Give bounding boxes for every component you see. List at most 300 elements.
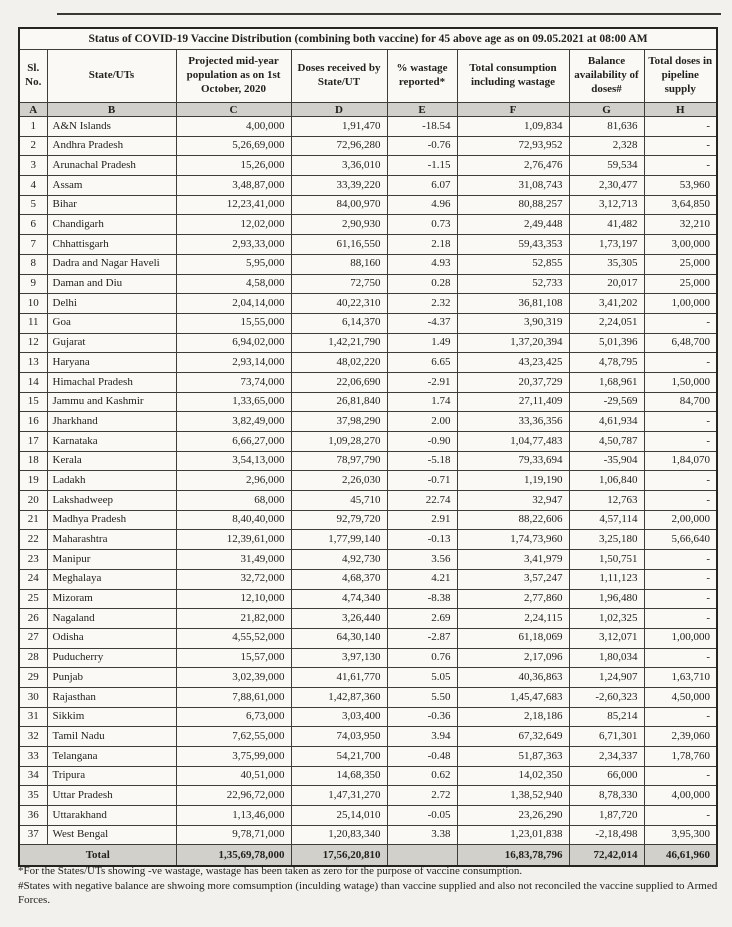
cell-balance: 3,12,713: [569, 195, 644, 215]
cell-doses_received: 2,26,030: [291, 471, 387, 491]
cell-wastage_pct: 3.56: [387, 550, 457, 570]
cell-wastage_pct: -0.05: [387, 806, 457, 826]
cell-sl: 34: [19, 766, 47, 786]
cell-consumption: 14,02,350: [457, 766, 569, 786]
cell-consumption: 72,93,952: [457, 136, 569, 156]
cell-population: 3,48,87,000: [176, 176, 291, 196]
cell-doses_received: 33,39,220: [291, 176, 387, 196]
cell-pipeline: -: [644, 766, 717, 786]
table-row: [19, 215, 717, 235]
cell-consumption: 2,77,860: [457, 589, 569, 609]
table-row: [19, 451, 717, 471]
table-row: [19, 687, 717, 707]
column-letter-row: [19, 103, 717, 117]
cell-state: Bihar: [47, 195, 176, 215]
cell-population: 3,75,99,000: [176, 747, 291, 767]
table-row: [19, 353, 717, 373]
cell-state: Delhi: [47, 294, 176, 314]
cell-consumption: 3,57,247: [457, 569, 569, 589]
cell-balance: 2,34,337: [569, 747, 644, 767]
cell-balance: 4,57,114: [569, 510, 644, 530]
column-letter-population: C: [176, 103, 291, 117]
cell-doses_received: 14,68,350: [291, 766, 387, 786]
cell-balance: -29,569: [569, 392, 644, 412]
cell-balance: 1,02,325: [569, 609, 644, 629]
cell-wastage_pct: -2.91: [387, 372, 457, 392]
cell-consumption: 40,36,863: [457, 668, 569, 688]
cell-population: 2,96,000: [176, 471, 291, 491]
cell-population: 4,58,000: [176, 274, 291, 294]
cell-state: Daman and Diu: [47, 274, 176, 294]
cell-pipeline: 84,700: [644, 392, 717, 412]
cell-balance: -35,904: [569, 451, 644, 471]
cell-sl: 8: [19, 254, 47, 274]
cell-sl: 27: [19, 628, 47, 648]
cell-balance: 3,41,202: [569, 294, 644, 314]
cell-pipeline: 1,63,710: [644, 668, 717, 688]
table-row: [19, 786, 717, 806]
cell-population: 12,10,000: [176, 589, 291, 609]
cell-doses_received: 64,30,140: [291, 628, 387, 648]
cell-pipeline: -: [644, 707, 717, 727]
cell-state: Ladakh: [47, 471, 176, 491]
cell-wastage_pct: 2.00: [387, 412, 457, 432]
cell-population: 40,51,000: [176, 766, 291, 786]
table-row: [19, 333, 717, 353]
cell-doses_received: 1,77,99,140: [291, 530, 387, 550]
cell-sl: 17: [19, 432, 47, 452]
cell-pipeline: -: [644, 136, 717, 156]
total-consumption: 16,83,78,796: [457, 845, 569, 867]
table-row: [19, 432, 717, 452]
cell-population: 5,95,000: [176, 254, 291, 274]
cell-doses_received: 25,14,010: [291, 806, 387, 826]
cell-doses_received: 3,26,440: [291, 609, 387, 629]
column-letter-wastage_pct: E: [387, 103, 457, 117]
cell-doses_received: 40,22,310: [291, 294, 387, 314]
cell-state: Arunachal Pradesh: [47, 156, 176, 176]
cell-state: Manipur: [47, 550, 176, 570]
cell-wastage_pct: 2.18: [387, 235, 457, 255]
cell-doses_received: 2,90,930: [291, 215, 387, 235]
cell-doses_received: 4,92,730: [291, 550, 387, 570]
cell-sl: 20: [19, 491, 47, 511]
cell-wastage_pct: 22.74: [387, 491, 457, 511]
cell-doses_received: 84,00,970: [291, 195, 387, 215]
table-row: [19, 727, 717, 747]
cell-state: Jharkhand: [47, 412, 176, 432]
cell-consumption: 33,36,356: [457, 412, 569, 432]
cell-balance: 2,30,477: [569, 176, 644, 196]
cell-pipeline: -: [644, 471, 717, 491]
cell-pipeline: 5,66,640: [644, 530, 717, 550]
cell-sl: 11: [19, 313, 47, 333]
cell-state: Madhya Pradesh: [47, 510, 176, 530]
cell-population: 9,78,71,000: [176, 825, 291, 845]
cell-state: Odisha: [47, 628, 176, 648]
cell-population: 22,96,72,000: [176, 786, 291, 806]
cell-balance: 6,71,301: [569, 727, 644, 747]
table-row: [19, 766, 717, 786]
cell-population: 6,73,000: [176, 707, 291, 727]
cell-population: 2,93,14,000: [176, 353, 291, 373]
cell-state: Punjab: [47, 668, 176, 688]
column-letter-consumption: F: [457, 103, 569, 117]
column-header-pipeline: Total doses in pipeline supply: [644, 50, 717, 103]
column-header-balance: Balance availability of doses#: [569, 50, 644, 103]
cell-wastage_pct: -0.71: [387, 471, 457, 491]
cell-doses_received: 4,74,340: [291, 589, 387, 609]
cell-balance: 59,534: [569, 156, 644, 176]
cell-consumption: 2,18,186: [457, 707, 569, 727]
table-row: [19, 471, 717, 491]
cell-pipeline: -: [644, 589, 717, 609]
cell-state: Karnataka: [47, 432, 176, 452]
cell-pipeline: 1,84,070: [644, 451, 717, 471]
cell-state: Meghalaya: [47, 569, 176, 589]
cell-wastage_pct: 6.07: [387, 176, 457, 196]
cell-consumption: 43,23,425: [457, 353, 569, 373]
table-row: [19, 195, 717, 215]
cell-balance: 1,50,751: [569, 550, 644, 570]
cell-balance: -2,18,498: [569, 825, 644, 845]
cell-state: Andhra Pradesh: [47, 136, 176, 156]
cell-consumption: 2,76,476: [457, 156, 569, 176]
cell-pipeline: 3,00,000: [644, 235, 717, 255]
table-row: [19, 510, 717, 530]
cell-sl: 23: [19, 550, 47, 570]
cell-wastage_pct: -0.13: [387, 530, 457, 550]
cell-population: 32,72,000: [176, 569, 291, 589]
table-row: [19, 412, 717, 432]
cell-sl: 4: [19, 176, 47, 196]
cell-state: Chandigarh: [47, 215, 176, 235]
table-title: Status of COVID-19 Vaccine Distribution (combining both vaccine) for 45 above age as on 09.05.2021 at 08:00 AM: [19, 28, 717, 50]
cell-balance: 4,61,934: [569, 412, 644, 432]
cell-wastage_pct: 3.38: [387, 825, 457, 845]
cell-sl: 6: [19, 215, 47, 235]
cell-population: 73,74,000: [176, 372, 291, 392]
cell-balance: 1,68,961: [569, 372, 644, 392]
cell-balance: 1,73,197: [569, 235, 644, 255]
cell-pipeline: 1,78,760: [644, 747, 717, 767]
cell-consumption: 61,18,069: [457, 628, 569, 648]
cell-sl: 25: [19, 589, 47, 609]
cell-sl: 2: [19, 136, 47, 156]
cell-state: West Bengal: [47, 825, 176, 845]
table-row: [19, 491, 717, 511]
cell-pipeline: -: [644, 569, 717, 589]
cell-doses_received: 41,61,770: [291, 668, 387, 688]
cell-population: 6,94,02,000: [176, 333, 291, 353]
cell-sl: 36: [19, 806, 47, 826]
cell-doses_received: 3,03,400: [291, 707, 387, 727]
cell-state: Mizoram: [47, 589, 176, 609]
cell-sl: 13: [19, 353, 47, 373]
cell-population: 4,55,52,000: [176, 628, 291, 648]
cell-pipeline: -: [644, 156, 717, 176]
cell-doses_received: 1,42,21,790: [291, 333, 387, 353]
cell-state: Tripura: [47, 766, 176, 786]
cell-pipeline: 1,00,000: [644, 294, 717, 314]
column-header-consumption: Total consumption including wastage: [457, 50, 569, 103]
cell-balance: 85,214: [569, 707, 644, 727]
cell-wastage_pct: 1.74: [387, 392, 457, 412]
cell-balance: 1,11,123: [569, 569, 644, 589]
cell-population: 15,57,000: [176, 648, 291, 668]
cell-balance: 35,305: [569, 254, 644, 274]
cell-wastage_pct: 2.91: [387, 510, 457, 530]
cell-doses_received: 1,47,31,270: [291, 786, 387, 806]
cell-wastage_pct: 0.28: [387, 274, 457, 294]
cell-sl: 33: [19, 747, 47, 767]
cell-pipeline: -: [644, 117, 717, 137]
cell-doses_received: 1,42,87,360: [291, 687, 387, 707]
cell-pipeline: -: [644, 432, 717, 452]
cell-consumption: 80,88,257: [457, 195, 569, 215]
table-row: [19, 550, 717, 570]
table-row: [19, 274, 717, 294]
cell-pipeline: 2,39,060: [644, 727, 717, 747]
cell-sl: 37: [19, 825, 47, 845]
cell-population: 21,82,000: [176, 609, 291, 629]
cell-sl: 15: [19, 392, 47, 412]
cell-consumption: 1,23,01,838: [457, 825, 569, 845]
column-header-doses_received: Doses received by State/UT: [291, 50, 387, 103]
total-pipeline: 46,61,960: [644, 845, 717, 867]
cell-sl: 24: [19, 569, 47, 589]
cell-consumption: 1,74,73,960: [457, 530, 569, 550]
cell-pipeline: 53,960: [644, 176, 717, 196]
cell-wastage_pct: 2.32: [387, 294, 457, 314]
cell-consumption: 51,87,363: [457, 747, 569, 767]
cell-population: 15,26,000: [176, 156, 291, 176]
cell-consumption: 1,04,77,483: [457, 432, 569, 452]
cell-sl: 26: [19, 609, 47, 629]
cell-balance: 8,78,330: [569, 786, 644, 806]
cell-state: Lakshadweep: [47, 491, 176, 511]
cell-population: 15,55,000: [176, 313, 291, 333]
cell-consumption: 3,41,979: [457, 550, 569, 570]
cell-state: Kerala: [47, 451, 176, 471]
column-header-state: State/UTs: [47, 50, 176, 103]
cell-pipeline: 1,50,000: [644, 372, 717, 392]
column-header-wastage_pct: % wastage reported*: [387, 50, 457, 103]
cell-balance: 2,328: [569, 136, 644, 156]
cell-consumption: 59,43,353: [457, 235, 569, 255]
cell-pipeline: -: [644, 806, 717, 826]
table-row: [19, 806, 717, 826]
table-row: [19, 156, 717, 176]
cell-sl: 16: [19, 412, 47, 432]
column-header-population: Projected mid-year population as on 1st October, 2020: [176, 50, 291, 103]
cell-doses_received: 72,750: [291, 274, 387, 294]
cell-doses_received: 78,97,790: [291, 451, 387, 471]
table-row: [19, 313, 717, 333]
cell-state: Assam: [47, 176, 176, 196]
cell-state: Chhattisgarh: [47, 235, 176, 255]
vaccine-distribution-table: [18, 27, 718, 867]
table-row: [19, 589, 717, 609]
cell-pipeline: 4,50,000: [644, 687, 717, 707]
cell-sl: 28: [19, 648, 47, 668]
cell-pipeline: 3,95,300: [644, 825, 717, 845]
cell-state: Goa: [47, 313, 176, 333]
cell-consumption: 88,22,606: [457, 510, 569, 530]
cell-balance: 2,24,051: [569, 313, 644, 333]
cell-state: Gujarat: [47, 333, 176, 353]
cell-consumption: 27,11,409: [457, 392, 569, 412]
cell-state: Uttar Pradesh: [47, 786, 176, 806]
cell-population: 3,54,13,000: [176, 451, 291, 471]
cell-doses_received: 1,91,470: [291, 117, 387, 137]
cell-wastage_pct: -5.18: [387, 451, 457, 471]
cell-wastage_pct: 4.21: [387, 569, 457, 589]
cell-doses_received: 3,36,010: [291, 156, 387, 176]
cell-balance: 1,24,907: [569, 668, 644, 688]
cell-wastage_pct: -0.90: [387, 432, 457, 452]
cell-population: 7,62,55,000: [176, 727, 291, 747]
cell-population: 12,02,000: [176, 215, 291, 235]
cell-state: Tamil Nadu: [47, 727, 176, 747]
cell-sl: 35: [19, 786, 47, 806]
cell-balance: 41,482: [569, 215, 644, 235]
cell-sl: 30: [19, 687, 47, 707]
cell-sl: 1: [19, 117, 47, 137]
cell-pipeline: -: [644, 353, 717, 373]
cell-sl: 22: [19, 530, 47, 550]
table-row: [19, 609, 717, 629]
cell-sl: 32: [19, 727, 47, 747]
cell-wastage_pct: 4.93: [387, 254, 457, 274]
cell-population: 68,000: [176, 491, 291, 511]
cell-doses_received: 6,14,370: [291, 313, 387, 333]
cell-doses_received: 3,97,130: [291, 648, 387, 668]
cell-state: Uttarakhand: [47, 806, 176, 826]
table-row: [19, 254, 717, 274]
cell-sl: 14: [19, 372, 47, 392]
column-letter-state: B: [47, 103, 176, 117]
cell-consumption: 52,733: [457, 274, 569, 294]
cell-wastage_pct: -1.15: [387, 156, 457, 176]
cell-wastage_pct: 3.94: [387, 727, 457, 747]
cell-pipeline: -: [644, 648, 717, 668]
cell-wastage_pct: 5.50: [387, 687, 457, 707]
footnotes: [18, 864, 719, 908]
cell-state: Haryana: [47, 353, 176, 373]
cell-balance: 66,000: [569, 766, 644, 786]
cell-pipeline: 25,000: [644, 254, 717, 274]
cell-wastage_pct: -2.87: [387, 628, 457, 648]
cell-wastage_pct: 0.73: [387, 215, 457, 235]
cell-pipeline: 1,00,000: [644, 628, 717, 648]
cell-wastage_pct: -4.37: [387, 313, 457, 333]
cell-state: Telangana: [47, 747, 176, 767]
cell-population: 5,26,69,000: [176, 136, 291, 156]
cell-population: 2,04,14,000: [176, 294, 291, 314]
cell-wastage_pct: -8.38: [387, 589, 457, 609]
cell-state: Himachal Pradesh: [47, 372, 176, 392]
footnote: #States with negative balance are shwoing more comsumption (inculding watage) than vaccine supplied and also not reconciled the vaccine supplied to Armed Forces.: [18, 879, 718, 907]
cell-consumption: 32,947: [457, 491, 569, 511]
cell-pipeline: -: [644, 313, 717, 333]
table-row: [19, 747, 717, 767]
cell-consumption: 2,24,115: [457, 609, 569, 629]
cell-population: 12,39,61,000: [176, 530, 291, 550]
footnote: *For the States/UTs showing -ve wastage, wastage has been taken as zero for the purpose of vaccine consumption.: [18, 865, 523, 877]
cell-state: Dadra and Nagar Haveli: [47, 254, 176, 274]
cell-pipeline: 3,64,850: [644, 195, 717, 215]
cell-population: 3,82,49,000: [176, 412, 291, 432]
cell-doses_received: 72,96,280: [291, 136, 387, 156]
cell-wastage_pct: 0.76: [387, 648, 457, 668]
cell-balance: 1,87,720: [569, 806, 644, 826]
cell-balance: -2,60,323: [569, 687, 644, 707]
cell-balance: 12,763: [569, 491, 644, 511]
cell-consumption: 2,49,448: [457, 215, 569, 235]
column-letter-doses_received: D: [291, 103, 387, 117]
cell-population: 2,93,33,000: [176, 235, 291, 255]
cell-balance: 1,80,034: [569, 648, 644, 668]
cell-pipeline: -: [644, 412, 717, 432]
cell-sl: 29: [19, 668, 47, 688]
cell-state: Rajasthan: [47, 687, 176, 707]
cell-consumption: 1,09,834: [457, 117, 569, 137]
total-label: Total: [19, 845, 176, 867]
cell-sl: 9: [19, 274, 47, 294]
column-letter-pipeline: H: [644, 103, 717, 117]
cell-consumption: 2,17,096: [457, 648, 569, 668]
cell-doses_received: 26,81,840: [291, 392, 387, 412]
table-row: [19, 235, 717, 255]
cell-pipeline: -: [644, 609, 717, 629]
cell-doses_received: 22,06,690: [291, 372, 387, 392]
total-balance: 72,42,014: [569, 845, 644, 867]
cell-population: 12,23,41,000: [176, 195, 291, 215]
cell-consumption: 1,37,20,394: [457, 333, 569, 353]
cell-sl: 12: [19, 333, 47, 353]
cell-pipeline: -: [644, 550, 717, 570]
cell-consumption: 36,81,108: [457, 294, 569, 314]
cell-consumption: 1,38,52,940: [457, 786, 569, 806]
cell-wastage_pct: 2.72: [387, 786, 457, 806]
table-row: [19, 294, 717, 314]
cell-wastage_pct: 2.69: [387, 609, 457, 629]
table-row: [19, 372, 717, 392]
cell-wastage_pct: 5.05: [387, 668, 457, 688]
cell-sl: 10: [19, 294, 47, 314]
table-row: [19, 628, 717, 648]
cell-wastage_pct: 6.65: [387, 353, 457, 373]
cell-doses_received: 92,79,720: [291, 510, 387, 530]
cell-consumption: 23,26,290: [457, 806, 569, 826]
cell-doses_received: 1,09,28,270: [291, 432, 387, 452]
cell-doses_received: 74,03,950: [291, 727, 387, 747]
cell-consumption: 31,08,743: [457, 176, 569, 196]
cell-consumption: 1,19,190: [457, 471, 569, 491]
table-row: [19, 136, 717, 156]
cell-state: Sikkim: [47, 707, 176, 727]
cell-consumption: 1,45,47,683: [457, 687, 569, 707]
cell-doses_received: 61,16,550: [291, 235, 387, 255]
cell-doses_received: 37,98,290: [291, 412, 387, 432]
cell-doses_received: 88,160: [291, 254, 387, 274]
cell-wastage_pct: 4.96: [387, 195, 457, 215]
cell-population: 6,66,27,000: [176, 432, 291, 452]
cell-pipeline: 6,48,700: [644, 333, 717, 353]
cell-sl: 5: [19, 195, 47, 215]
cell-sl: 3: [19, 156, 47, 176]
